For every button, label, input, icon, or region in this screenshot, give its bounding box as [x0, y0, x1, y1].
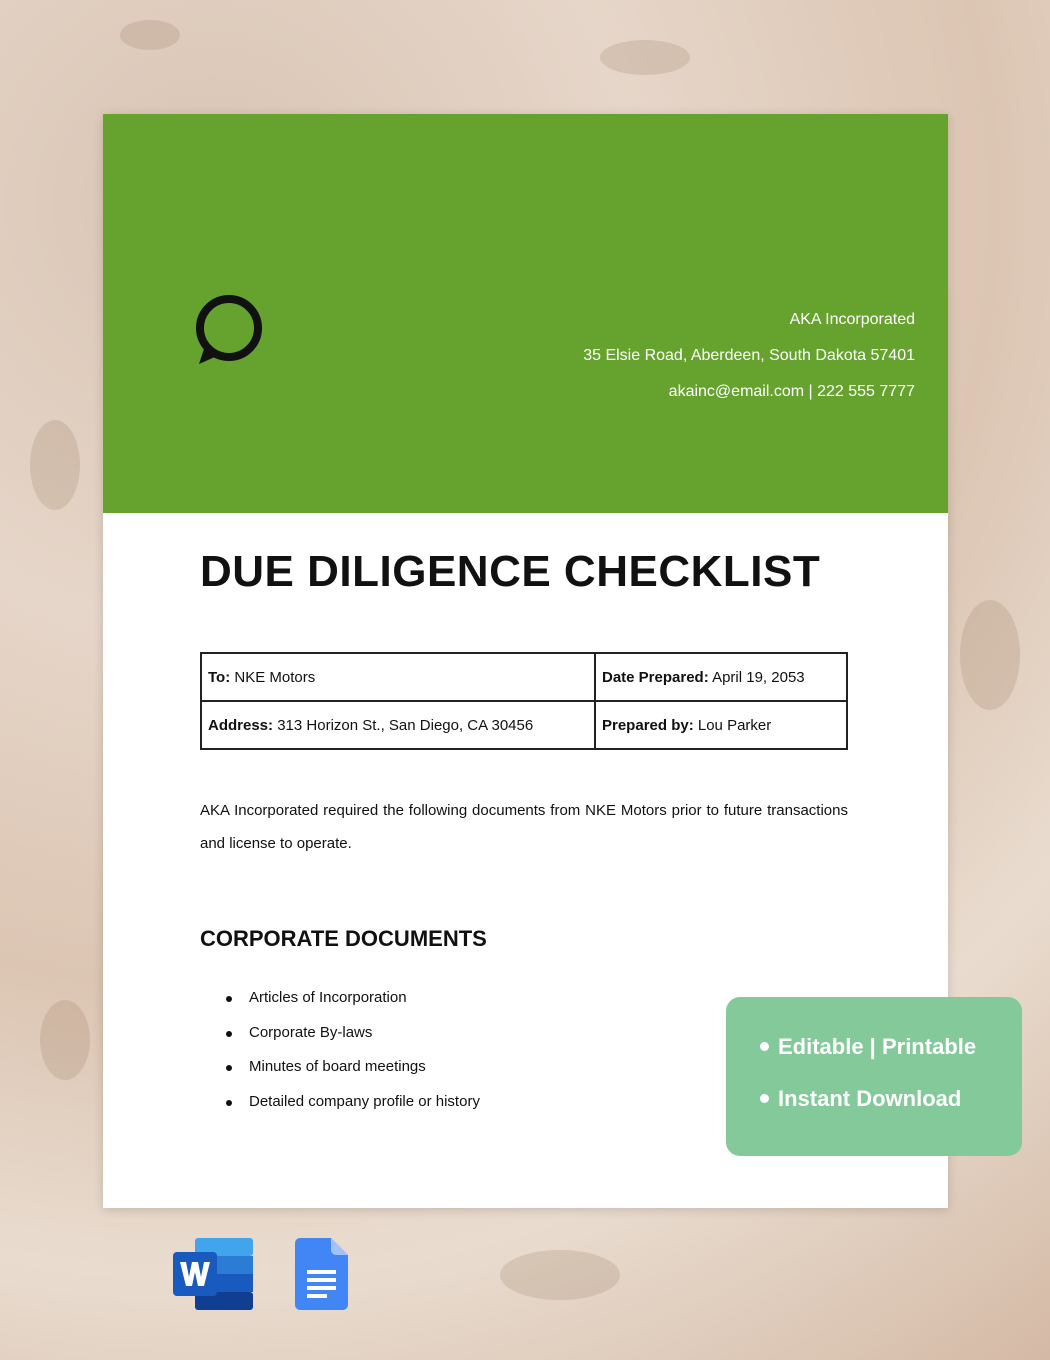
badge-line-editable: [760, 1034, 976, 1060]
list-item: Minutes of board meetings: [249, 1050, 480, 1085]
list-item: Detailed company profile or history: [249, 1085, 480, 1120]
list-item: Corporate By-laws: [249, 1016, 480, 1051]
company-name: AKA Incorporated: [789, 311, 915, 328]
background-texture: [960, 600, 1020, 710]
background-texture: [600, 40, 690, 75]
background-texture: [40, 1000, 90, 1080]
microsoft-word-icon[interactable]: [173, 1238, 255, 1310]
to-value: NKE Motors: [234, 668, 316, 686]
prepared-cell: [595, 701, 847, 749]
company-contact: akainc@email.com | 222 555 7777: [668, 383, 915, 400]
documents-list: [200, 981, 480, 1119]
company-address: 35 Elsie Road, Aberdeen, South Dakota 57401: [583, 347, 915, 364]
company-info: [583, 302, 915, 410]
date-label: Date Prepared:: [602, 668, 709, 686]
table-row: [201, 653, 847, 701]
features-badge: [726, 997, 1022, 1156]
prepared-value: Lou Parker: [697, 716, 772, 734]
ring-logo-icon: [193, 290, 267, 370]
intro-paragraph: AKA Incorporated required the following documents from NKE Motors prior to future transactions and license to operate.: [200, 802, 848, 852]
background-texture: [500, 1250, 620, 1300]
to-label: To:: [208, 668, 231, 686]
bullet-dot: [760, 1042, 769, 1051]
date-cell: [595, 653, 847, 701]
google-docs-icon[interactable]: [295, 1238, 348, 1310]
address-value: 313 Horizon St., San Diego, CA 30456: [277, 716, 534, 734]
info-table: [200, 652, 848, 750]
table-row: [201, 701, 847, 749]
header-band: [103, 114, 948, 513]
document-title: DUE DILIGENCE CHECKLIST: [200, 547, 821, 596]
address-label: Address:: [208, 716, 274, 734]
badge-line-download: [760, 1086, 961, 1112]
date-value: April 19, 2053: [712, 668, 805, 686]
background-texture: [30, 420, 80, 510]
badge-text: Editable | Printable: [778, 1034, 977, 1059]
background-texture: [120, 20, 180, 50]
list-item: Articles of Incorporation: [249, 981, 480, 1016]
section-heading: CORPORATE DOCUMENTS: [200, 926, 487, 951]
to-cell: [201, 653, 595, 701]
bullet-dot: [760, 1094, 769, 1103]
prepared-label: Prepared by:: [602, 716, 694, 734]
badge-text: Instant Download: [778, 1086, 962, 1111]
address-cell: [201, 701, 595, 749]
